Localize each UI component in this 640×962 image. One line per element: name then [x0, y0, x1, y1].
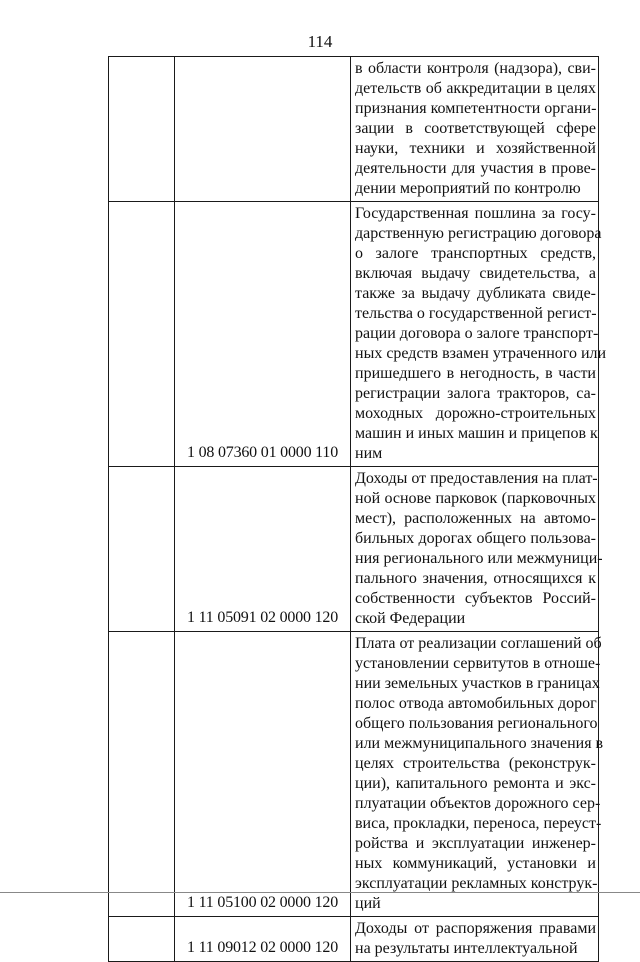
kbk-code-cell: 1 11 05091 02 0000 120 — [175, 467, 351, 632]
empty-cell — [109, 467, 175, 632]
description-line: также за выдачу дубликата свиде- — [355, 285, 596, 302]
description-line: ций — [355, 895, 381, 912]
description-line: нии земельных участков в границах — [355, 675, 600, 692]
kbk-code-cell: 1 11 05100 02 0000 120 — [175, 632, 351, 917]
description-line: ной основе парковок (парковочных — [355, 490, 596, 507]
budget-classification-table — [108, 56, 607, 962]
description-line: ных средств взамен утраченного или — [355, 345, 607, 362]
description-line: Плата от реализации соглашений об — [355, 635, 602, 652]
description-line: ния регионального или межмуници- — [355, 550, 603, 567]
description-line: регистрации залога тракторов, са- — [355, 385, 596, 402]
description-line: дарственную регистрацию договора — [355, 225, 602, 242]
table-row — [109, 917, 599, 962]
description-line: моходных дорожно-строительных — [355, 405, 596, 422]
description-line: о залоге транспортных средств, — [355, 245, 596, 262]
table-row — [109, 57, 599, 202]
description-line: пришедшего в негодность, в части — [355, 365, 596, 382]
description-cell — [351, 57, 599, 202]
description-line: полос отвода автомобильных дорог — [355, 695, 597, 712]
description-cell — [351, 917, 599, 962]
description-line: эксплуатации рекламных конструк- — [355, 875, 598, 892]
page-number: 114 — [307, 32, 333, 51]
description-line: в области контроля (надзора), сви- — [355, 60, 596, 77]
description-line: собственности субъектов Россий- — [355, 590, 596, 607]
description-line: бильных дорогах общего пользова- — [355, 530, 596, 547]
description-cell — [351, 632, 604, 917]
description-line: на результаты интеллектуальной — [355, 940, 578, 957]
description-line: машин и иных машин и прицепов к — [355, 425, 598, 442]
kbk-code-cell — [175, 57, 351, 202]
table-row — [109, 467, 599, 632]
description-line: включая выдачу свидетельства, а — [355, 265, 596, 282]
description-line: общего пользования регионального — [355, 715, 598, 732]
description-line: плуатации объектов дорожного сер- — [355, 795, 601, 812]
description-line: детельств об аккредитации в целях — [355, 80, 596, 97]
description-line: ции), капитального ремонта и экс- — [355, 775, 596, 792]
description-line: ним — [355, 445, 383, 462]
description-line: пального значения, относящихся к — [355, 570, 596, 587]
kbk-code-cell: 1 11 09012 02 0000 120 — [175, 917, 351, 962]
description-line: целях строительства (реконструк- — [355, 755, 596, 772]
description-line: зации в соответствующей сфере — [355, 120, 596, 137]
empty-cell — [109, 632, 175, 917]
description-line: ных коммуникаций, установки и — [355, 855, 596, 872]
table-row — [109, 202, 599, 467]
page-bottom-rule — [0, 892, 640, 893]
description-line: виса, прокладки, переноса, переуст- — [355, 815, 602, 832]
empty-cell — [109, 57, 175, 202]
description-line: мест), расположенных на автомо- — [355, 510, 596, 527]
kbk-code-cell: 1 08 07360 01 0000 110 — [175, 202, 351, 467]
description-line: установлении сервитутов в отноше- — [355, 655, 601, 672]
description-cell — [351, 467, 603, 632]
description-line: дении мероприятий по контролю — [355, 180, 581, 197]
description-line: ской Федерации — [355, 610, 466, 627]
description-line: Государственная пошлина за госу- — [355, 205, 596, 222]
description-line: рации договора о залоге транспорт- — [355, 325, 599, 342]
description-line: науки, техники и хозяйственной — [355, 140, 596, 157]
description-line: деятельности для участия в прове- — [355, 160, 596, 177]
description-line: или межмуниципального значения в — [355, 735, 604, 752]
empty-cell — [109, 202, 175, 467]
description-line: ройства и эксплуатации инженер- — [355, 835, 596, 852]
description-line: тельства о государственной регист- — [355, 305, 597, 322]
description-cell — [351, 202, 607, 467]
description-line: Доходы от предоставления на плат- — [355, 470, 598, 487]
table-row — [109, 632, 599, 917]
description-line: признания компетентности органи- — [355, 100, 597, 117]
description-line: Доходы от распоряжения правами — [355, 920, 596, 937]
empty-cell — [109, 917, 175, 962]
